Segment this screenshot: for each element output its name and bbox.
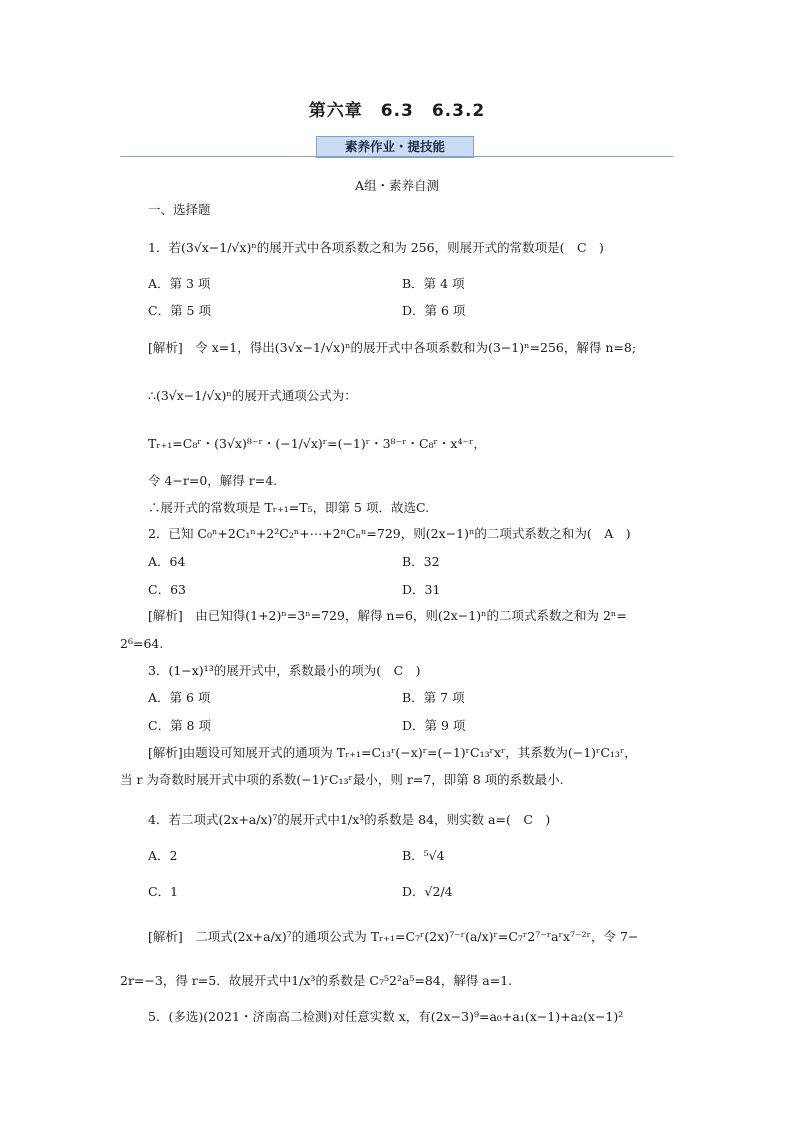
q2-option-b: B．32 — [402, 554, 440, 569]
q4-solution-line1 — [148, 929, 638, 945]
q3-option-a: A．第 6 项 — [148, 690, 211, 705]
q4-expression: (2x+a/x)⁷ — [218, 812, 278, 827]
q3-solution-line1: [解析]由题设可知展开式的通项为 Tᵣ₊₁=C₁₃ʳ(−x)ʳ=(−1)ʳC₁₃ʳxʳ，其系数为(−1)ʳC₁₃ʳ， — [148, 745, 637, 760]
q1-solution-line4: 令 4−r=0，解得 r=4. — [148, 473, 278, 488]
q2-solution-line1: [解析] 由已知得(1+2)ⁿ=3ⁿ=729，解得 n=6，则(2x−1)ⁿ的二项式系数之和为 2ⁿ= — [148, 608, 627, 623]
q4-option-a: A．2 — [148, 848, 178, 863]
q4-stem — [148, 812, 550, 828]
section-heading: 一、选择题 — [148, 202, 211, 217]
q4-sol2-suffix: 的系数是 C₇⁵2²a⁵=84，解得 a=1. — [315, 973, 513, 988]
q2-option-d: D．31 — [402, 582, 441, 597]
q1-option-c: C．第 5 项 — [148, 303, 211, 318]
q1-option-b: B．第 4 项 — [402, 276, 465, 291]
q1-option-d: D．第 6 项 — [402, 303, 466, 318]
q4-solution-line2 — [120, 973, 512, 989]
q1-solution-line2 — [148, 388, 357, 404]
q1-sol2-suffix: 的展开式通项公式为： — [231, 388, 357, 403]
q1-prefix: 1．若 — [148, 240, 181, 255]
q1-sol-suffix: 的展开式中各项系数和为(3−1)ⁿ=256，解得 n=8; — [350, 340, 637, 355]
q3-stem: 3．(1−x)¹³的展开式中，系数最小的项为( C ) — [148, 663, 421, 678]
q4-middle: 的展开式中 — [277, 812, 340, 827]
q5-stem: 5．(多选)(2021・济南高二检测)对任意实数 x，有(2x−3)⁹=a₀+a₁(x−1)+a₂(x−1)² — [148, 1009, 624, 1024]
header-divider — [120, 156, 673, 157]
q1-therefore: ∴ — [148, 388, 156, 403]
q3-option-d: D．第 9 项 — [402, 718, 466, 733]
q2-solution-line2: 2⁶=64. — [120, 636, 164, 651]
q4-sol2-fraction: 1/x³ — [291, 973, 316, 988]
q4-option-c: C．1 — [148, 884, 179, 899]
q4-sol-expression: (2x+a/x)⁷ — [232, 929, 292, 944]
q4-sol-prefix: [解析] 二项式 — [148, 929, 233, 944]
q1-solution-line1 — [148, 340, 636, 356]
q4-sol-suffix: 的通项公式为 Tᵣ₊₁=C₇ʳ(2x)⁷⁻ʳ(a/x)ʳ=C₇ʳ2⁷⁻ʳaʳx⁷⁻²ʳ，令 7− — [291, 929, 639, 944]
section-banner: 素养作业・提技能 — [316, 136, 474, 158]
group-title: A组・素养自测 — [354, 178, 440, 193]
q2-option-c: C．63 — [148, 582, 186, 597]
q4-suffix: 的系数是 84，则实数 a=( C ) — [364, 812, 551, 827]
q3-option-c: C．第 8 项 — [148, 718, 211, 733]
q3-option-b: B．第 7 项 — [402, 690, 465, 705]
q1-solution-line5: ∴展开式的常数项是 Tᵣ₊₁=T₅，即第 5 项．故选C. — [148, 500, 430, 515]
q3-solution-line2: 当 r 为奇数时展开式中项的系数(−1)ʳC₁₃ʳ最小，则 r=7，即第 8 项的系数最小. — [120, 772, 564, 787]
q1-sol-expression: (3√x−1/√x)ⁿ — [274, 340, 351, 355]
q4-prefix: 4．若二项式 — [148, 812, 219, 827]
q4-sol2-prefix: 2r=−3，得 r=5．故展开式中 — [120, 973, 292, 988]
q4-option-b: B．⁵√4 — [402, 848, 445, 863]
q4-option-d: D．√2/4 — [402, 884, 453, 899]
q4-fraction: 1/x³ — [339, 812, 365, 827]
q2-stem: 2．已知 C₀ⁿ+2C₁ⁿ+2²C₂ⁿ+⋯+2ⁿCₙⁿ=729，则(2x−1)ⁿ的二项式系数之和为( A ) — [148, 526, 631, 541]
q1-suffix: 的展开式中各项系数之和为 256，则展开式的常数项是( C ) — [256, 240, 604, 255]
q2-option-a: A．64 — [148, 554, 186, 569]
q1-stem — [148, 240, 604, 256]
q1-sol-prefix: [解析] 令 x=1，得出 — [148, 340, 275, 355]
q1-expression: (3√x−1/√x)ⁿ — [180, 240, 257, 255]
q1-sol2-expression: (3√x−1/√x)ⁿ — [155, 388, 232, 403]
q1-solution-line3: Tᵣ₊₁=C₈ʳ・(3√x)⁸⁻ʳ・(−1/√x)ʳ=(−1)ʳ・3⁸⁻ʳ・C₈ʳ・x⁴⁻ʳ， — [148, 436, 486, 451]
page-title: 第六章 6.3 6.3.2 — [308, 101, 486, 121]
q1-option-a: A．第 3 项 — [148, 276, 211, 291]
